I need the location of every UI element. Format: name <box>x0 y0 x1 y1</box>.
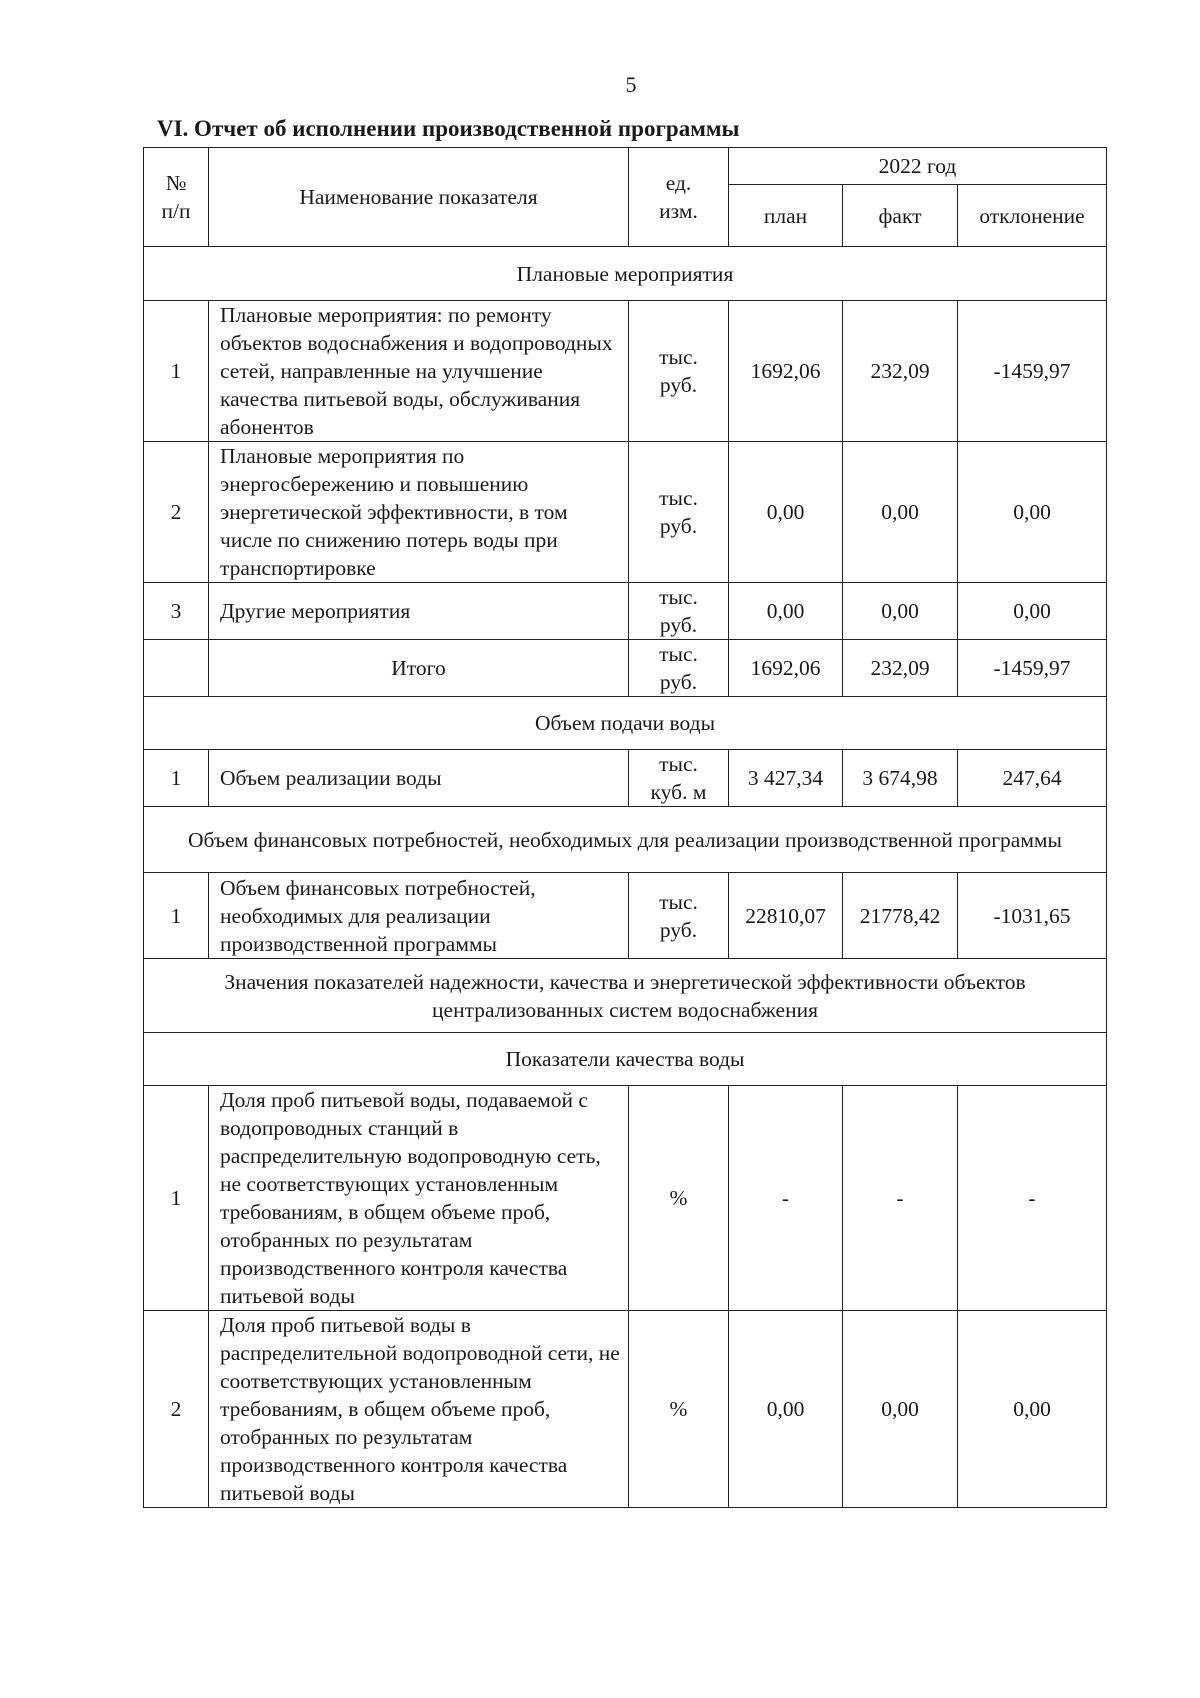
section-header-row <box>144 247 1107 301</box>
cell-num: 1 <box>144 301 209 442</box>
header-plan: план <box>729 185 843 247</box>
section-header-row <box>144 959 1107 1033</box>
cell-deviation: -1459,97 <box>958 301 1107 442</box>
table-row <box>144 750 1107 807</box>
cell-fact: 0,00 <box>843 583 958 640</box>
table-row <box>144 1311 1107 1508</box>
section-title-cell: Показатели качества воды <box>144 1033 1107 1086</box>
cell-unit: % <box>629 1311 729 1508</box>
header-num: № п/п <box>144 148 209 247</box>
cell-fact: - <box>843 1086 958 1311</box>
section-title-cell: Объем подачи воды <box>144 697 1107 750</box>
cell-fact: 0,00 <box>843 1311 958 1508</box>
cell-unit: тыс. руб. <box>629 640 729 697</box>
header-name: Наименование показателя <box>209 148 629 247</box>
cell-plan: - <box>729 1086 843 1311</box>
section-title-cell: Значения показателей надежности, качества и энергетической эффективности объектов централизованных систем водоснабжения <box>144 959 1107 1033</box>
cell-deviation: 247,64 <box>958 750 1107 807</box>
cell-num: 2 <box>144 1311 209 1508</box>
cell-plan: 0,00 <box>729 442 843 583</box>
cell-deviation: 0,00 <box>958 583 1107 640</box>
section-header-row <box>144 697 1107 750</box>
cell-plan: 0,00 <box>729 583 843 640</box>
cell-plan: 1692,06 <box>729 640 843 697</box>
cell-num: 1 <box>144 1086 209 1311</box>
cell-fact: 21778,42 <box>843 873 958 959</box>
cell-num: 1 <box>144 873 209 959</box>
cell-plan: 3 427,34 <box>729 750 843 807</box>
cell-unit: % <box>629 1086 729 1311</box>
cell-deviation: -1031,65 <box>958 873 1107 959</box>
cell-unit: тыс. руб. <box>629 873 729 959</box>
cell-name: Итого <box>209 640 629 697</box>
cell-unit: тыс. куб. м <box>629 750 729 807</box>
cell-deviation: - <box>958 1086 1107 1311</box>
table-row <box>144 873 1107 959</box>
header-year: 2022 год <box>729 148 1107 185</box>
header-deviation: отклонение <box>958 185 1107 247</box>
cell-fact: 232,09 <box>843 301 958 442</box>
header-row-top <box>144 148 1107 185</box>
cell-fact: 0,00 <box>843 442 958 583</box>
section-title: VI. Отчет об исполнении производственной программы <box>157 116 740 141</box>
cell-name: Другие мероприятия <box>209 583 629 640</box>
section-title-cell: Плановые мероприятия <box>144 247 1107 301</box>
table-row <box>144 583 1107 640</box>
cell-name: Доля проб питьевой воды, подаваемой с водопроводных станций в распределительную водопроводную сеть, не соответствующих установленным требованиям, в общем объеме проб, отобранных по результатам производственного контроля качества питьевой воды <box>209 1086 629 1311</box>
cell-plan: 0,00 <box>729 1311 843 1508</box>
table-body <box>144 247 1107 1508</box>
header-fact: факт <box>843 185 958 247</box>
header-unit: ед. изм. <box>629 148 729 247</box>
cell-name: Объем финансовых потребностей, необходимых для реализации производственной программы <box>209 873 629 959</box>
section-title-cell: Объем финансовых потребностей, необходимых для реализации производственной программы <box>144 807 1107 873</box>
cell-deviation: 0,00 <box>958 1311 1107 1508</box>
cell-fact: 232,09 <box>843 640 958 697</box>
cell-plan: 1692,06 <box>729 301 843 442</box>
table-row <box>144 640 1107 697</box>
table-row <box>144 442 1107 583</box>
cell-plan: 22810,07 <box>729 873 843 959</box>
cell-fact: 3 674,98 <box>843 750 958 807</box>
cell-name: Плановые мероприятия: по ремонту объектов водоснабжения и водопроводных сетей, направленные на улучшение качества питьевой воды, обслуживания абонентов <box>209 301 629 442</box>
table-row <box>144 301 1107 442</box>
cell-name: Объем реализации воды <box>209 750 629 807</box>
cell-num: 1 <box>144 750 209 807</box>
cell-unit: тыс. руб. <box>629 301 729 442</box>
table-row <box>144 1086 1107 1311</box>
cell-unit: тыс. руб. <box>629 442 729 583</box>
cell-unit: тыс. руб. <box>629 583 729 640</box>
section-header-row <box>144 807 1107 873</box>
cell-name: Плановые мероприятия по энергосбережению и повышению энергетической эффективности, в том числе по снижению потерь воды при транспортировке <box>209 442 629 583</box>
section-header-row <box>144 1033 1107 1086</box>
cell-num: 3 <box>144 583 209 640</box>
cell-num <box>144 640 209 697</box>
cell-num: 2 <box>144 442 209 583</box>
cell-deviation: 0,00 <box>958 442 1107 583</box>
report-table <box>143 147 1107 1508</box>
cell-name: Доля проб питьевой воды в распределительной водопроводной сети, не соответствующих установленным требованиям, в общем объеме проб, отобранных по результатам производственного контроля качества питьевой воды <box>209 1311 629 1508</box>
page-number: 5 <box>625 72 637 97</box>
cell-deviation: -1459,97 <box>958 640 1107 697</box>
